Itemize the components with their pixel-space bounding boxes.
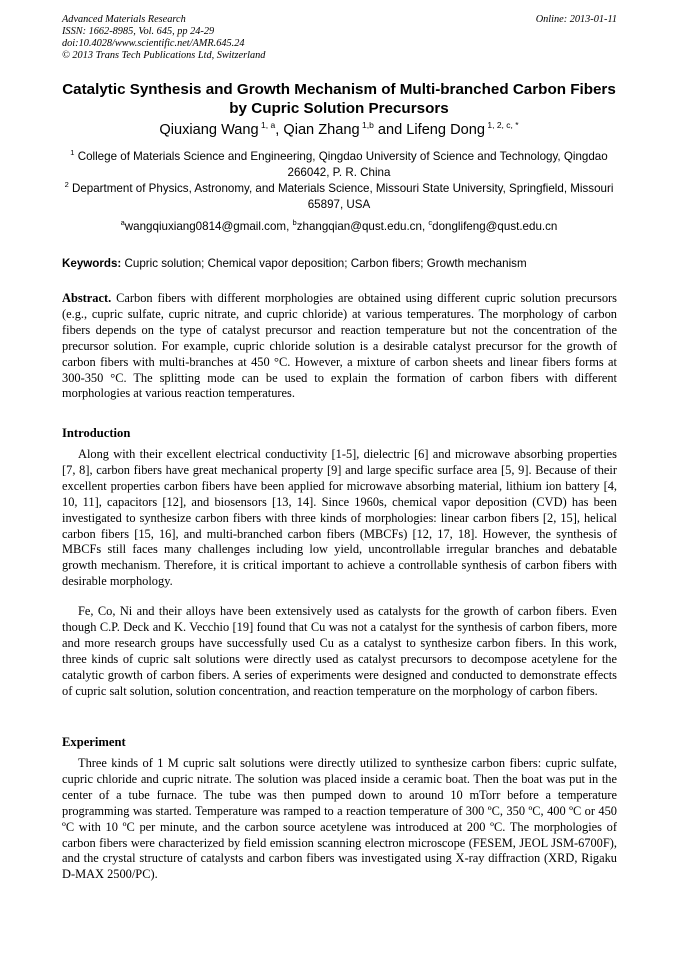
affiliation-2 (60, 181, 618, 213)
author-sup: 1,b (361, 120, 374, 130)
author-name: Lifeng Dong (406, 122, 485, 138)
author-list (60, 121, 618, 140)
email-address[interactable]: wangqiuxiang0814@gmail.com (124, 220, 287, 233)
email-sup: a (120, 218, 125, 227)
affiliation-sup: 1 (70, 148, 75, 157)
keywords-line (62, 256, 618, 272)
keywords-text: Cupric solution; Chemical vapor deposition; Carbon fibers; Growth mechanism (121, 257, 527, 270)
author-separator: , (275, 122, 284, 138)
affiliation-text: College of Materials Science and Engineering, Qingdao University of Science and Technology, Qingdao 266042, P. R. China (77, 150, 608, 179)
affiliation-1 (60, 149, 618, 181)
experiment-paragraph-1: Three kinds of 1 M cupric salt solutions were directly utilized to synthesize carbon fibers: cupric sulfate, cupric chloride and cupric nitrate. The solution was placed inside a ceramic boat. Then the boat was put in the center of a tube furnace. The tube was then pumped down to around 10 mTorr before a temperature programming was started. Temperature was ramped to a reaction temperature of 300 ºC, 350 ºC, 400 ºC or 450 ºC with 10 ºC per minute, and the carbon source acetylene was introduced at 200 ºC. The morphologies of carbon fibers were characterized by field emission scanning electron microscope (FESEM, JEOL JSM-6700F), and the crystal structure of catalysts and carbon fibers was investigated using X-ray diffraction (XRD, Rigaku D-MAX 2500/PC). (62, 756, 617, 882)
email-sup: b (292, 218, 297, 227)
author-separator: and (373, 122, 407, 138)
online-date: Online: 2013-01-11 (535, 14, 617, 25)
doi-line: doi:10.4028/www.scientific.net/AMR.645.24 (62, 38, 245, 49)
journal-name: Advanced Materials Research (62, 14, 186, 25)
email-address[interactable]: donglifeng@qust.edu.cn (432, 220, 558, 233)
abstract-label: Abstract. (62, 291, 112, 305)
keywords-label: Keywords: (62, 257, 122, 270)
introduction-heading: Introduction (62, 426, 131, 440)
affiliation-sup: 2 (64, 180, 69, 189)
author-sup: 1, a (261, 120, 276, 130)
copyright-line: © 2013 Trans Tech Publications Ltd, Switzerland (62, 50, 266, 61)
author-name: Qian Zhang (283, 122, 360, 138)
affiliation-text: Department of Physics, Astronomy, and Materials Science, Missouri State University, Springfield, Missouri 65897, USA (71, 182, 614, 211)
email-sup: c (428, 218, 433, 227)
email-list: $^a$wangqiuxiang0814@gmail.com, $^b$zhangqian@qust.edu.cn, $^c$donglifeng@qust.edu.cn (120, 218, 558, 233)
author-sup: 1, 2, c, * (487, 120, 519, 130)
paper-title: Catalytic Synthesis and Growth Mechanism of Multi-branched Carbon Fibers by Cupric Solution Precursors (62, 81, 616, 117)
abstract-text: Carbon fibers with different morphologies are obtained using different cupric solution precursors (e.g., cupric sulfate, cupric nitrate, and cupric chloride) at various temperatures. The morphology of carbon fibers depends on the type of catalyst precursor and reaction temperature but not the concentration of the precursor solution. For example, cupric chloride solution is a desirable catalyst precursor for the growth of carbon fibers with multi-branches at 450 °C. However, a mixture of carbon sheets and linear fibers forms at 300-350 °C. The splitting mode can be used to explain the formation of carbon fibers with different morphologies at various reaction temperatures. (62, 291, 617, 401)
intro-paragraph-1: Along with their excellent electrical conductivity [1-5], dielectric [6] and microwave absorbing properties [7, 8], carbon fibers have great mechanical property [9] and large specific surface area [5, 9]. Because of their excellent properties carbon fibers have been applied for microwave absorbing material, lithium ion battery [4, 10, 11], capacitors [12], and biosensors [13, 14]. Since 1960s, chemical vapor deposition (CVD) has been investigated to synthesize carbon fibers with three kinds of morphologies: linear carbon fibers [2, 15], helical carbon fibers [15, 16], and multi-branched carbon fibers (MBCFs) [12, 17, 18]. However, the synthesis of MBCFs still faces many challenges including low yield, uncontrollable irregular branches and debatable growth mechanism. Therefore, it is critical important to achieve a controllable synthesis of carbon fibers with desirable morphology. (62, 447, 617, 589)
journal-header (62, 14, 617, 62)
abstract-paragraph (62, 291, 617, 402)
email-address[interactable]: zhangqian@qust.edu.cn (296, 220, 422, 233)
intro-paragraph-2: Fe, Co, Ni and their alloys have been extensively used as catalysts for the growth of carbon fibers. Even though C.P. Deck and K. Vecchio [19] found that Cu was not a catalyst for the synthesis of carbon fibers, more and more research groups have successfully used Cu as a catalyst to synthesize carbon fibers. In this work, three kinds of cupric salt solutions were directly used as catalyst precursors to decompose acetylene for the catalytic growth of carbon fibers. A series of experiments were designed and conducted to demonstrate effects of cupric salt solution, solution concentration, and reaction temperature on the morphology of carbon fibers. (62, 604, 617, 698)
author-name: Qiuxiang Wang (159, 122, 259, 138)
experiment-heading: Experiment (62, 735, 126, 749)
issn-line: ISSN: 1662-8985, Vol. 645, pp 24-29 (62, 26, 215, 37)
